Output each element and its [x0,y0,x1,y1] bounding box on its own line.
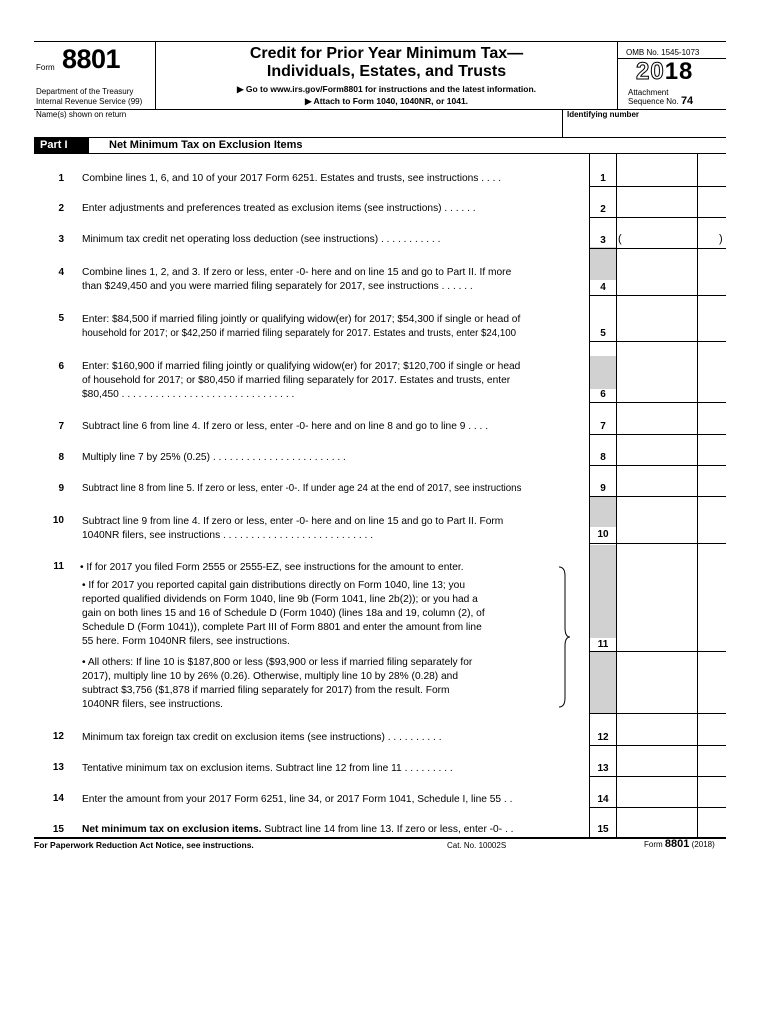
line-number: 6 [58,361,64,372]
part-title: Net Minimum Tax on Exclusion Items [109,139,303,151]
line-number: 3 [58,234,64,245]
line-2-text: Enter adjustments and preferences treated as exclusion items (see instructions) . . . . . . [82,203,476,214]
line-10-amount-field[interactable] [616,529,698,543]
line-6-text-b: of household for 2017; or $80,450 if married filing separately for 2017. Estates and trusts, enter [82,375,511,386]
line-number: 8 [58,452,64,463]
line-8-rule [590,465,726,466]
line-1-text: Combine lines 1, 6, and 10 of your 2017 Form 6251. Estates and trusts, see instructions . . . . [82,173,502,184]
line-7-text: Subtract line 6 from line 4. If zero or less, enter -0- here and on line 8 and go to line 9 . . . . [82,421,489,432]
line-number: 10 [52,515,64,526]
line-10-text-b: 1040NR filers, see instructions . . . . . . . . . . . . . . . . . . . . . . . . . . . [82,530,374,541]
line-8-text: Multiply line 7 by 25% (0.25) . . . . . . . . . . . . . . . . . . . . . . . . [82,452,346,463]
id-divider [562,110,563,137]
line-3-box: 3 [600,235,606,246]
line-11-bullet-3: • All others: If line 10 is $187,800 or less ($93,900 or less if married filing separately for 2017), multiply line 10 by 26% (0.26). Otherwise, multiply line 10 by 28% (0.28) and subtract $3,756 ($1,878 if married filing separately for 2017) from the result. Form 1040NR filers, see instructions. [82,657,473,710]
line-12-box: 12 [597,732,609,743]
line-13-amount-field[interactable] [616,762,698,776]
line-14-amount-field[interactable] [616,793,698,807]
line-3-paren-open: ( [618,233,622,245]
line-12-amount-field[interactable] [616,731,698,745]
line-15-text: Net minimum tax on exclusion items. Subtract line 14 from line 13. If zero or less, enter -0- . . [82,824,514,835]
part-bottom-rule [34,153,726,154]
line-5-box: 5 [600,328,606,339]
line-10-rule [590,543,726,544]
line-number: 14 [52,793,64,804]
shade-11-top [590,545,616,638]
line-6-rule [590,402,726,403]
form-label: Form [36,63,55,72]
line-5-text-a: Enter: $84,500 if married filing jointly or qualifying widow(er) for 2017; $54,300 if single or head of [82,314,521,325]
line-number: 1 [58,173,64,184]
line-9-rule [590,496,726,497]
line-9-box: 9 [600,483,606,494]
identifying-number-label: Identifying number [567,110,639,119]
line-11-rule [590,651,726,652]
line-8-box: 8 [600,452,606,463]
line-14-text: Enter the amount from your 2017 Form 6251, line 34, or 2017 Form 1041, Schedule I, line 55 . . [82,794,513,805]
line-7-rule [590,434,726,435]
shade-4 [590,247,616,280]
paperwork-notice: For Paperwork Reduction Act Notice, see instructions. [34,840,254,850]
line-number: 4 [58,267,64,278]
line-8-amount-field[interactable] [616,451,698,465]
line-11-bottom-rule [590,713,726,714]
line-9-amount-field[interactable] [616,482,698,496]
line-4-rule [590,295,726,296]
line-15-amount-field[interactable] [616,823,698,837]
line-2-box: 2 [600,204,606,215]
footer-form-id: Form 8801 (2018) [644,838,715,850]
line-3-text: Minimum tax credit net operating loss deduction (see instructions) . . . . . . . . . . . [82,234,441,245]
department-line1: Department of the Treasury [36,87,134,96]
line-number: 2 [58,203,64,214]
line-10-box: 10 [597,529,609,540]
line-5-rule [590,341,726,342]
line-7-amount-field[interactable] [616,420,698,434]
catalog-number: Cat. No. 10002S [447,841,507,850]
line-6-text-c: $80,450 . . . . . . . . . . . . . . . . . . . . . . . . . . . . . . . [82,389,295,400]
line-14-rule [590,807,726,808]
line-12-rule [590,745,726,746]
line-11-amount-field[interactable] [616,637,698,651]
line-3-paren-close: ) [719,233,723,245]
line-number: 12 [52,731,64,742]
line-13-text: Tentative minimum tax on exclusion items. Subtract line 12 from line 11 . . . . . . . . . [82,763,453,774]
line-11-bullet-1: • If for 2017 you filed Form 2555 or 2555-EZ, see instructions for the amount to enter. [80,562,464,573]
footer-rule [34,837,726,839]
line-1-amount-field[interactable] [616,172,698,186]
line-10-text-a: Subtract line 9 from line 4. If zero or less, enter -0- here and on line 15 and go to Part II. Form [82,516,504,527]
line-11-brace [557,566,571,708]
line-12-text: Minimum tax foreign tax credit on exclusion items (see instructions) . . . . . . . . . . [82,732,442,743]
line-13-rule [590,776,726,777]
names-label: Name(s) shown on return [36,110,127,119]
line-number: 7 [58,421,64,432]
form-title-line2: Individuals, Estates, and Trusts [266,63,507,80]
line-15-box: 15 [597,824,609,835]
form-title-line1: Credit for Prior Year Minimum Tax— [249,45,524,62]
attachment-label: Attachment [628,88,669,97]
line-11-bullet-2: • If for 2017 you reported capital gain distributions directly on Form 1040, line 13; you reported qualified dividends on Form 1040, line 9b (Form 1041, line 2b(2)); or you had a gain on both lines 15 and 16 of Schedule D (Form 1040) (lines 18a and 19, column (2), of Schedule D (Form 1041)), complete Part III of Form 8801 and enter the amount from line 55 here. Form 1040NR filers, see instructions. [82,580,485,647]
line-number: 9 [58,483,64,494]
shade-6 [590,356,616,389]
omb-number: OMB No. 1545-1073 [626,48,700,57]
line-4-box: 4 [600,282,606,293]
form-number: 8801 [62,44,121,74]
part-badge: Part I [34,138,89,153]
line-1-box: 1 [600,173,606,184]
line-6-text-a: Enter: $160,900 if married filing jointly or qualifying widow(er) for 2017; $120,700 if single or head [82,361,521,372]
shade-10 [590,496,616,527]
line-3-amount-field[interactable] [616,233,698,247]
line-2-amount-field[interactable] [616,203,698,217]
line-13-box: 13 [597,763,609,774]
department-line2: Internal Revenue Service (99) [36,97,143,106]
line-5-text-b: household for 2017; or $42,250 if married filing separately for 2017. Estates and trusts, enter $24,100 [82,328,517,339]
instructions-link: ▶ Go to www.irs.gov/Form8801 for instructions and the latest information. [236,84,537,94]
line-4-text-a: Combine lines 1, 2, and 3. If zero or less, enter -0- here and on line 15 and go to Part II. If more [82,267,512,278]
line-number: 11 [53,561,64,572]
line-1-rule [590,186,726,187]
tax-year: 2018 [636,58,694,85]
line-3-rule [590,248,726,249]
line-6-box: 6 [600,389,606,400]
line-7-box: 7 [600,421,606,432]
line-number: 15 [52,824,64,835]
line-4-text-b: than $249,450 and you were married filing separately for 2017, see instructions . . . . . . [82,281,473,292]
attach-instruction: ▶ Attach to Form 1040, 1040NR, or 1041. [304,96,469,106]
line-9-text: Subtract line 8 from line 5. If zero or less, enter -0-. If under age 24 at the end of 2017, see instructions [82,483,522,494]
header-divider-right [617,42,618,109]
shade-11-bottom [590,651,616,713]
sequence-label: Sequence No. 74 [628,95,694,107]
top-rule [34,41,726,42]
line-2-rule [590,217,726,218]
names-field[interactable] [36,120,560,137]
line-14-box: 14 [597,794,609,805]
identifying-number-field[interactable] [566,120,726,137]
line-number: 13 [52,762,64,773]
line-11-box: 11 [597,639,609,650]
line-5-amount-field[interactable] [616,327,698,341]
line-4-amount-field[interactable] [616,281,698,295]
line-6-amount-field[interactable] [616,388,698,402]
line-number: 5 [58,313,64,324]
